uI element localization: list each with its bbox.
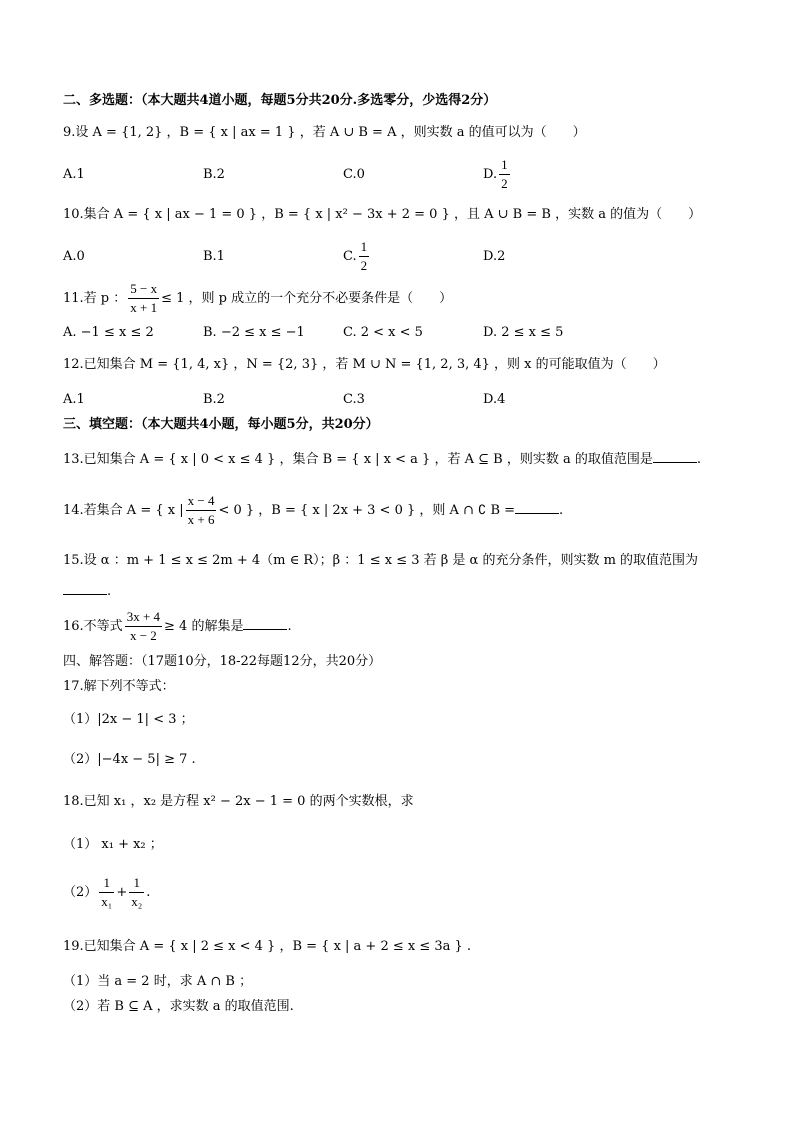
q19-part-2: （2）若 B ⊆ A ，求实数 a 的取值范围. — [63, 999, 294, 1014]
question-15-stem: 15.设 α ：m + 1 ≤ x ≤ 2m + 4（m ∈ R）；β ：1 ≤ x ≤ 3 若 β 是 α 的充分条件，则实数 m 的取值范围为 — [63, 553, 699, 568]
q15-end: . — [107, 584, 112, 599]
fraction-numerator: 3x + 4 — [126, 609, 161, 624]
q9-option-c: C.0 — [343, 167, 365, 182]
q18-part-1: （1） x₁ + x₂ ； — [63, 837, 163, 852]
q11-option-b: B. −2 ≤ x ≤ −1 — [203, 325, 305, 340]
q11-option-a: A. −1 ≤ x ≤ 2 — [63, 325, 154, 340]
fraction-numerator: 1 — [360, 239, 368, 254]
q10-option-c-fraction — [359, 238, 370, 275]
fraction-numerator: 1 — [103, 875, 111, 890]
q9-option-d-label: D. — [483, 167, 498, 182]
q10-option-b: B.1 — [203, 249, 225, 264]
fraction-denominator: x₁ — [101, 894, 113, 909]
q10-option-a: A.0 — [63, 249, 85, 264]
q18-part-2 — [63, 874, 150, 911]
section-answer-title: 四、解答题：（17题10分，18-22每题12分，共20分） — [63, 654, 382, 669]
q9-option-a: A.1 — [63, 167, 85, 182]
answer-blank — [63, 582, 107, 595]
question-13-stem — [63, 450, 701, 469]
fraction-denominator: x + 6 — [187, 512, 215, 527]
q12-option-c: C.3 — [343, 392, 365, 407]
q10-option-c-label: C. — [343, 249, 357, 264]
q10-option-d: D.2 — [483, 249, 506, 264]
q13-text: 13.已知集合 A = { x | 0 < x ≤ 4 } ，集合 B = { x | x < a } ，若 A ⊆ B ，则实数 a 的取值范围是 — [63, 452, 653, 467]
question-11-stem — [63, 280, 452, 317]
q11-fraction — [128, 280, 159, 317]
q15-answer-line — [63, 582, 111, 601]
q14-suffix: < 0 } ，B = { x | 2x + 3 < 0 } ，则 A ∩ ∁ B = — [218, 503, 516, 518]
fraction-denominator: x₂ — [131, 894, 143, 909]
question-12-stem: 12.已知集合 M = {1, 4, x} ，N = {2, 3} ，若 M ∪ N = {1, 2, 3, 4} ，则 x 的可能取值为（ ） — [63, 357, 666, 372]
q17-part-1: （1）|2x − 1| < 3 ； — [63, 712, 194, 727]
q14-fraction — [186, 492, 217, 529]
q9-option-b: B.2 — [203, 167, 225, 182]
fraction-denominator: x + 1 — [130, 300, 158, 315]
question-9-stem: 9.设 A = {1, 2} ，B = { x | ax = 1 } ，若 A ∪ B = A ，则实数 a 的值可以为（ ） — [63, 125, 586, 140]
q11-option-c: C. 2 < x < 5 — [343, 325, 423, 340]
question-19-stem: 19.已知集合 A = { x | 2 ≤ x < 4 } ，B = { x | a + 2 ≤ x ≤ 3a } . — [63, 939, 472, 954]
q16-prefix: 16.不等式 — [63, 619, 123, 634]
q12-option-d: D.4 — [483, 392, 506, 407]
q14-prefix: 14.若集合 A = { x | — [63, 503, 184, 518]
q19-part-1: （1）当 a = 2 时，求 A ∩ B ； — [63, 974, 253, 989]
q18-end: . — [146, 885, 151, 900]
q16-suffix: ≥ 4 的解集是 — [164, 619, 244, 634]
fraction-numerator: 5 − x — [130, 281, 158, 296]
fraction-denominator: x − 2 — [125, 626, 162, 645]
q12-option-a: A.1 — [63, 392, 85, 407]
q9-option-d — [483, 156, 512, 193]
fraction-numerator: 1 — [501, 157, 508, 172]
question-17-stem: 17.解下列不等式： — [63, 679, 175, 694]
q16-fraction — [125, 608, 162, 645]
fraction-denominator: 2 — [360, 258, 368, 273]
q9-option-d-fraction — [499, 156, 510, 193]
question-16-stem — [63, 608, 292, 645]
question-14-stem — [63, 492, 563, 529]
fraction-denominator: 2 — [501, 176, 508, 191]
q16-end: . — [287, 619, 292, 634]
q18-part-2-label: （2） — [63, 885, 98, 900]
q11-option-d: D. 2 ≤ x ≤ 5 — [483, 325, 564, 340]
q12-option-b: B.2 — [203, 392, 225, 407]
q10-option-c — [343, 238, 371, 275]
fraction-numerator: x − 4 — [187, 493, 215, 508]
q13-end: . — [696, 452, 701, 467]
q18-fraction-1 — [99, 874, 114, 911]
fraction-numerator: 1 — [133, 875, 140, 890]
section-fill-blank-title: 三、填空题：（本大题共4小题，每小题5分，共20分） — [63, 417, 379, 432]
q14-end: . — [559, 503, 564, 518]
q18-fraction-2 — [129, 874, 144, 911]
answer-blank — [515, 501, 559, 514]
q17-part-2: （2）|−4x − 5| ≥ 7 . — [63, 752, 196, 767]
section-multi-choice-title: 二、多选题：（本大题共4道小题，每题5分共20分.多选零分，少选得2分） — [63, 93, 497, 108]
question-18-stem: 18.已知 x₁ ，x₂ 是方程 x² − 2x − 1 = 0 的两个实数根，求 — [63, 794, 414, 809]
q11-suffix: ≤ 1 ，则 p 成立的一个充分不必要条件是（ ） — [161, 291, 453, 306]
q18-plus: + — [116, 885, 128, 900]
q11-prefix: 11.若 p ： — [63, 291, 127, 306]
answer-blank — [653, 450, 697, 463]
answer-blank — [243, 617, 287, 630]
question-10-stem: 10.集合 A = { x | ax − 1 = 0 } ，B = { x | x² − 3x + 2 = 0 } ，且 A ∪ B = B ，实数 a 的值为（ ） — [63, 207, 702, 222]
